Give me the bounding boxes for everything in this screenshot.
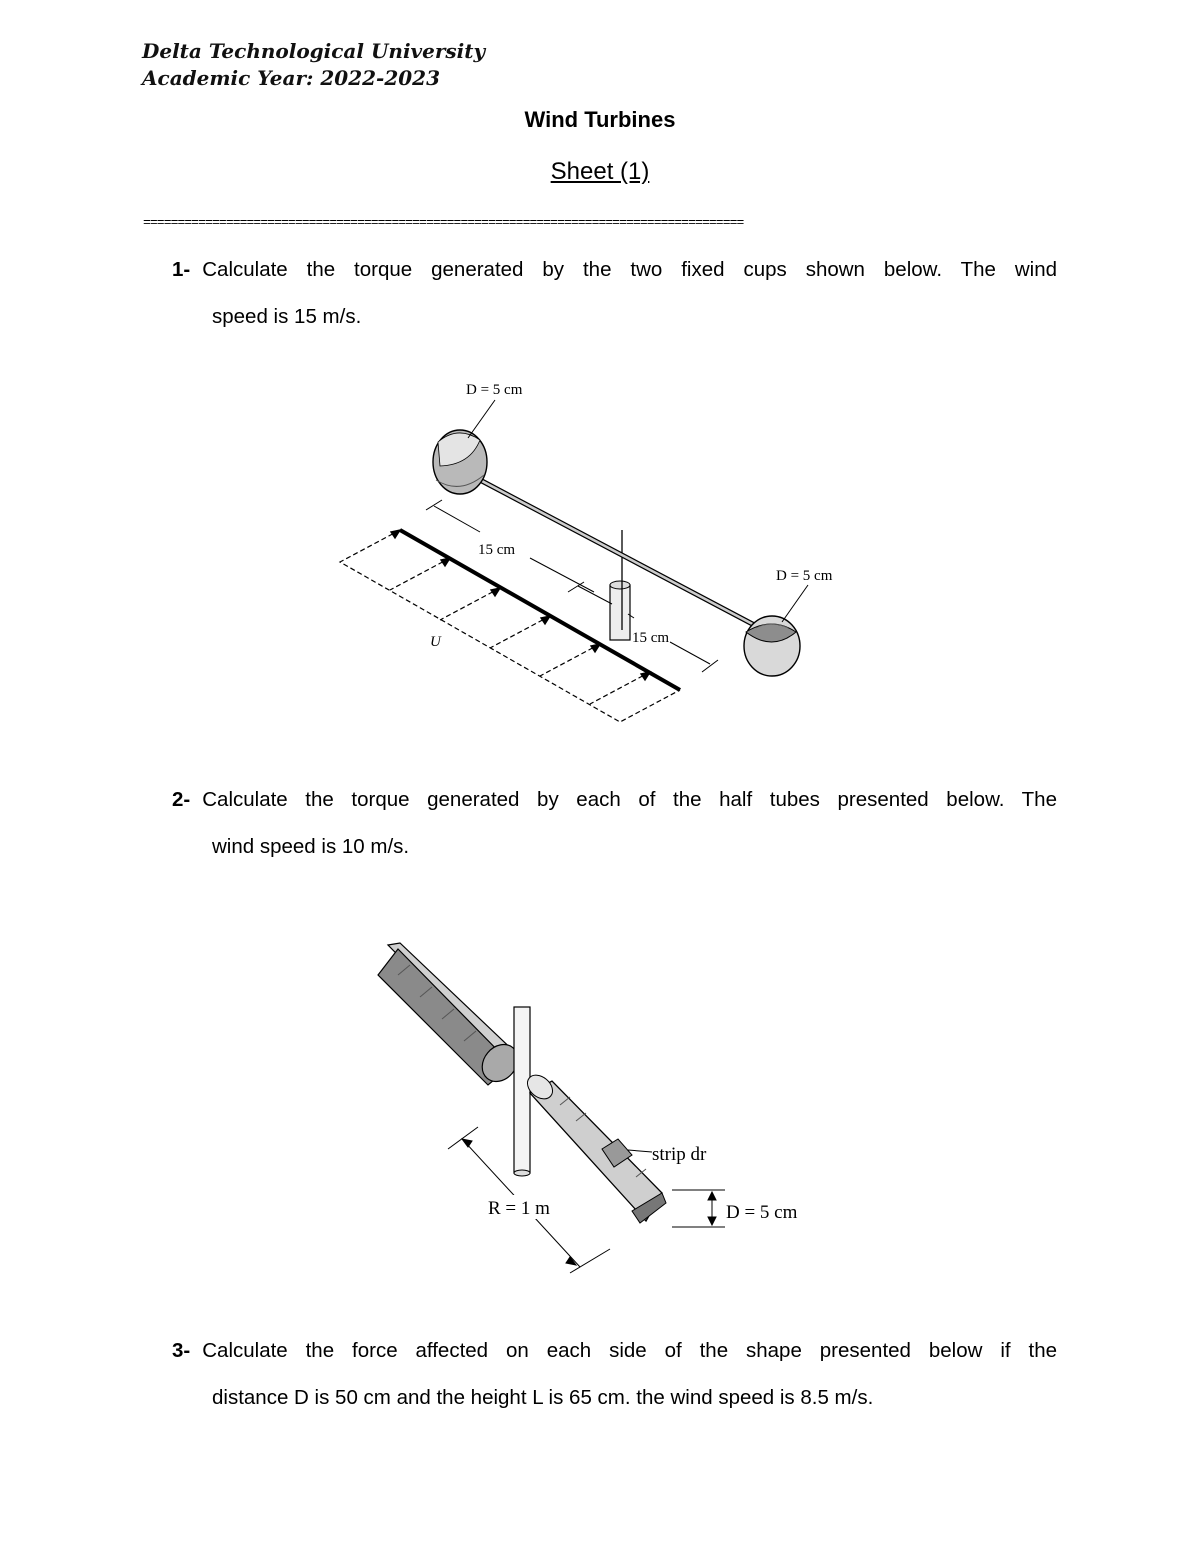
separator-line: ======================================================================================= — [143, 215, 744, 230]
arm-length-label-left: 15 cm — [478, 542, 516, 558]
arm-length-label-right: 15 cm — [632, 630, 670, 646]
cup-diameter-label-right: D = 5 cm — [776, 568, 833, 584]
left-cup — [433, 430, 487, 494]
tube-diameter-label: D = 5 cm — [726, 1202, 798, 1223]
question-number: 2- — [172, 788, 191, 811]
half-tubes-diagram — [370, 935, 840, 1280]
dimension-lines — [426, 500, 718, 672]
figure-two-cups — [330, 370, 870, 730]
right-cup — [744, 616, 800, 676]
question-text-continued: wind speed is 10 m/s. — [212, 835, 410, 858]
tube-diameter-dimension — [672, 1190, 725, 1227]
question-text: Calculate the torque generated by each of the half tubes presented below. The — [202, 788, 1057, 811]
sheet-subtitle: Sheet (1) — [550, 158, 650, 185]
figure-half-tubes — [370, 935, 840, 1280]
question-2 — [172, 785, 1057, 879]
two-cups-diagram — [330, 370, 870, 730]
question-1 — [172, 255, 1057, 349]
question-text-continued: speed is 15 m/s. — [212, 305, 362, 328]
question-number: 3- — [172, 1339, 191, 1362]
question-number: 1- — [172, 258, 191, 281]
question-text: Calculate the force affected on each side of the shape presented below if the — [202, 1339, 1057, 1362]
question-text-continued: distance D is 50 cm and the height L is 65 cm. the wind speed is 8.5 m/s. — [212, 1386, 874, 1409]
wind-front-line — [400, 530, 680, 690]
vertical-shaft — [514, 1007, 530, 1173]
university-name: Delta Technological University — [142, 39, 486, 63]
question-text: Calculate the torque generated by the two fixed cups shown below. The wind — [202, 258, 1057, 281]
shaft — [610, 585, 630, 640]
cup-diameter-label-top: D = 5 cm — [466, 382, 523, 398]
strip-label: strip dr — [652, 1144, 707, 1165]
academic-year: Academic Year: 2022-2023 — [142, 66, 440, 90]
wind-speed-label: U — [430, 634, 441, 650]
radius-label: R = 1 m — [488, 1198, 550, 1219]
upper-half-tube — [378, 943, 525, 1089]
document-title: Wind Turbines — [524, 107, 676, 132]
question-3 — [172, 1336, 1057, 1430]
